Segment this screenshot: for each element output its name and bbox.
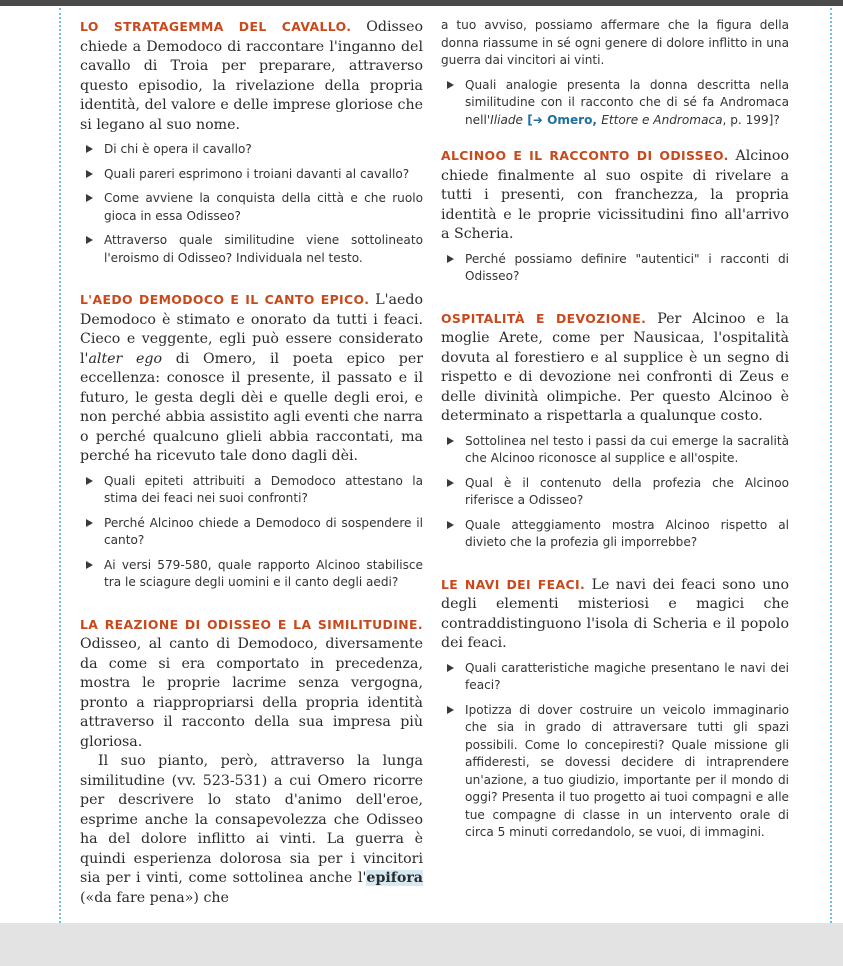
question-list xyxy=(441,17,789,129)
work-title: Iliade xyxy=(490,112,523,127)
question-item: Quali caratteristiche magiche presentano le navi dei feaci? xyxy=(441,660,789,695)
cross-reference[interactable]: [➜ Omero, xyxy=(522,112,602,127)
section-heading: LE NAVI DEI FEACI. xyxy=(441,576,586,592)
section-text: di Omero, il poeta epico per eccellenza: conosce il presente, il passato e il futuro, le gesta degli dèi e quelle degli eroi, e non perché abbia assistito agli eventi che narra o perché qualcuno glieli abbia raccontati, ma perché ha ricevuto tale dono dagli dèi. xyxy=(80,350,424,464)
question-item: Come avviene la conquista della città e che ruolo gioca in essa Odisseo? xyxy=(80,190,423,225)
question-continuation: a tuo avviso, possiamo affermare che la figura della donna riassume in sé ogni genere di dolore inflitto in una guerra dai vincitori ai vinti. xyxy=(441,18,789,67)
top-border xyxy=(0,0,843,6)
section-reazione xyxy=(80,615,423,753)
emphasis-text: alter ego xyxy=(88,350,163,367)
question-item: Quali pareri esprimono i troiani davanti al cavallo? xyxy=(80,166,423,184)
highlighted-term[interactable]: epifora xyxy=(366,870,423,886)
question-item: Qual è il contenuto della profezia che Alcinoo riferisce a Odisseo? xyxy=(441,475,789,510)
section-text: Odisseo chiede a Demodoco di raccontare l'inganno del cavallo di Troia per preparare, attraverso questo episodio, la rivelazione della propria identità, del valore e delle imprese gloriose che si legano al suo nome. xyxy=(80,19,424,133)
section-alcinoo xyxy=(441,146,789,245)
section-navi xyxy=(441,575,789,654)
left-margin-guide xyxy=(59,8,61,923)
question-list xyxy=(441,660,789,842)
reference-title: Ettore e Andromaca xyxy=(601,112,723,127)
section-text: L'aedo Demodoco è stimato e onorato da tutti i feaci. Cieco e veggente, egli può essere considerato l' xyxy=(80,292,423,367)
question-item: Perché possiamo definire "autentici" i racconti di Odisseo? xyxy=(441,251,789,286)
question-item: Perché Alcinoo chiede a Demodoco di sospendere il canto? xyxy=(80,515,423,550)
left-column xyxy=(80,17,423,908)
question-item: Sottolinea nel testo i passi da cui emerge la sacralità che Alcinoo riconosce al supplice e all'ospite. xyxy=(441,433,789,468)
question-item: Quale atteggiamento mostra Alcinoo rispetto al divieto che la profezia gli imporrebbe? xyxy=(441,517,789,552)
section-text: Le navi dei feaci sono uno degli elementi misteriosi e magici che contraddistinguono l'isola di Scheria e il popolo dei feaci. xyxy=(441,576,790,651)
question-item: Attraverso quale similitudine viene sottolineato l'eroismo di Odisseo? Individuala nel testo. xyxy=(80,232,423,267)
section-heading: ALCINOO E IL RACCONTO DI ODISSEO. xyxy=(441,148,729,163)
question-list xyxy=(441,251,789,286)
question-item: Quali epiteti attribuiti a Demodoco attestano la stima dei feaci nei suoi confronti? xyxy=(80,473,423,508)
section-text: Il suo pianto, però, attraverso la lunga similitudine (vv. 523-531) a cui Omero ricorre per descrivere lo stato d'animo dell'eroe, esprime anche la consapevolezza che Odisseo ha del dolore inflitto ai vinti. La guerra è quindi esperienza dolorosa sia per i vincitori sia per i vinti, come sottolinea anche l' xyxy=(80,753,423,886)
bottom-gray-band xyxy=(0,923,843,966)
section-heading: L'AEDO DEMODOCO E IL CANTO EPICO. xyxy=(80,292,370,307)
right-margin-guide xyxy=(830,8,832,923)
section-heading: OSPITALITÀ E DEVOZIONE. xyxy=(441,310,647,326)
section-text: Per Alcinoo e la moglie Arete, come per Nausicaa, l'ospitalità dovuta al forestiero e al supplice è un segno di rispetto e di devozione nei confronti di Zeus e delle divinità olimpiche. Per questo Alcinoo è determinato a rispettarla a qualunque costo. xyxy=(441,310,789,424)
section-text: Odisseo, al canto di Demodoco, diversamente da come si era comportato in precedenza, mostra le proprie lacrime senza vergogna, pronto a riappropriarsi della propria identità attraverso il racconto della sua impresa più gloriosa. xyxy=(80,636,423,750)
section-cavallo xyxy=(80,17,423,135)
section-text: Alcinoo chiede finalmente al suo ospite di rivelare a tutti i presenti, con franchezza, la propria identità e le proprie vicissitudini fino all'arrivo a Scheria. xyxy=(441,148,789,242)
section-ospitalita xyxy=(441,309,789,427)
right-column xyxy=(441,17,789,849)
question-list xyxy=(80,473,423,592)
question-item xyxy=(441,77,789,130)
question-list xyxy=(441,433,789,552)
question-item: Di chi è opera il cavallo? xyxy=(80,141,423,159)
section-heading: LA REAZIONE DI ODISSEO E LA SIMILITUDINE. xyxy=(80,616,423,632)
section-heading: LO STRATAGEMMA DEL CAVALLO. xyxy=(80,19,352,34)
section-reazione-cont xyxy=(80,752,423,908)
question-list xyxy=(80,141,423,267)
question-item: Ipotizza di dover costruire un veicolo immaginario che sia in grado di attraversare tutti gli spazi possibili. Come lo concepiresti? Quale missione gli affideresti, se dovessi decidere di intraprendere un'azione, a tuo giudizio, importante per il mondo di oggi? Presenta il tuo progetto ai tuoi compagni e alle tue compagne di classe in un intervento orale di circa 5 minuti corredandolo, se vuoi, di immagini. xyxy=(441,702,789,842)
reference-page: , p. 199]? xyxy=(722,112,780,127)
section-text: («da fare pena») che xyxy=(80,889,229,906)
section-aedo xyxy=(80,290,423,467)
question-item: Ai versi 579-580, quale rapporto Alcinoo stabilisce tra le sciagure degli uomini e il canto degli aedi? xyxy=(80,557,423,592)
question-text: Quali analogie presenta la donna descritta nella similitudine con il racconto che di sé fa Andromaca nell' xyxy=(465,77,789,127)
